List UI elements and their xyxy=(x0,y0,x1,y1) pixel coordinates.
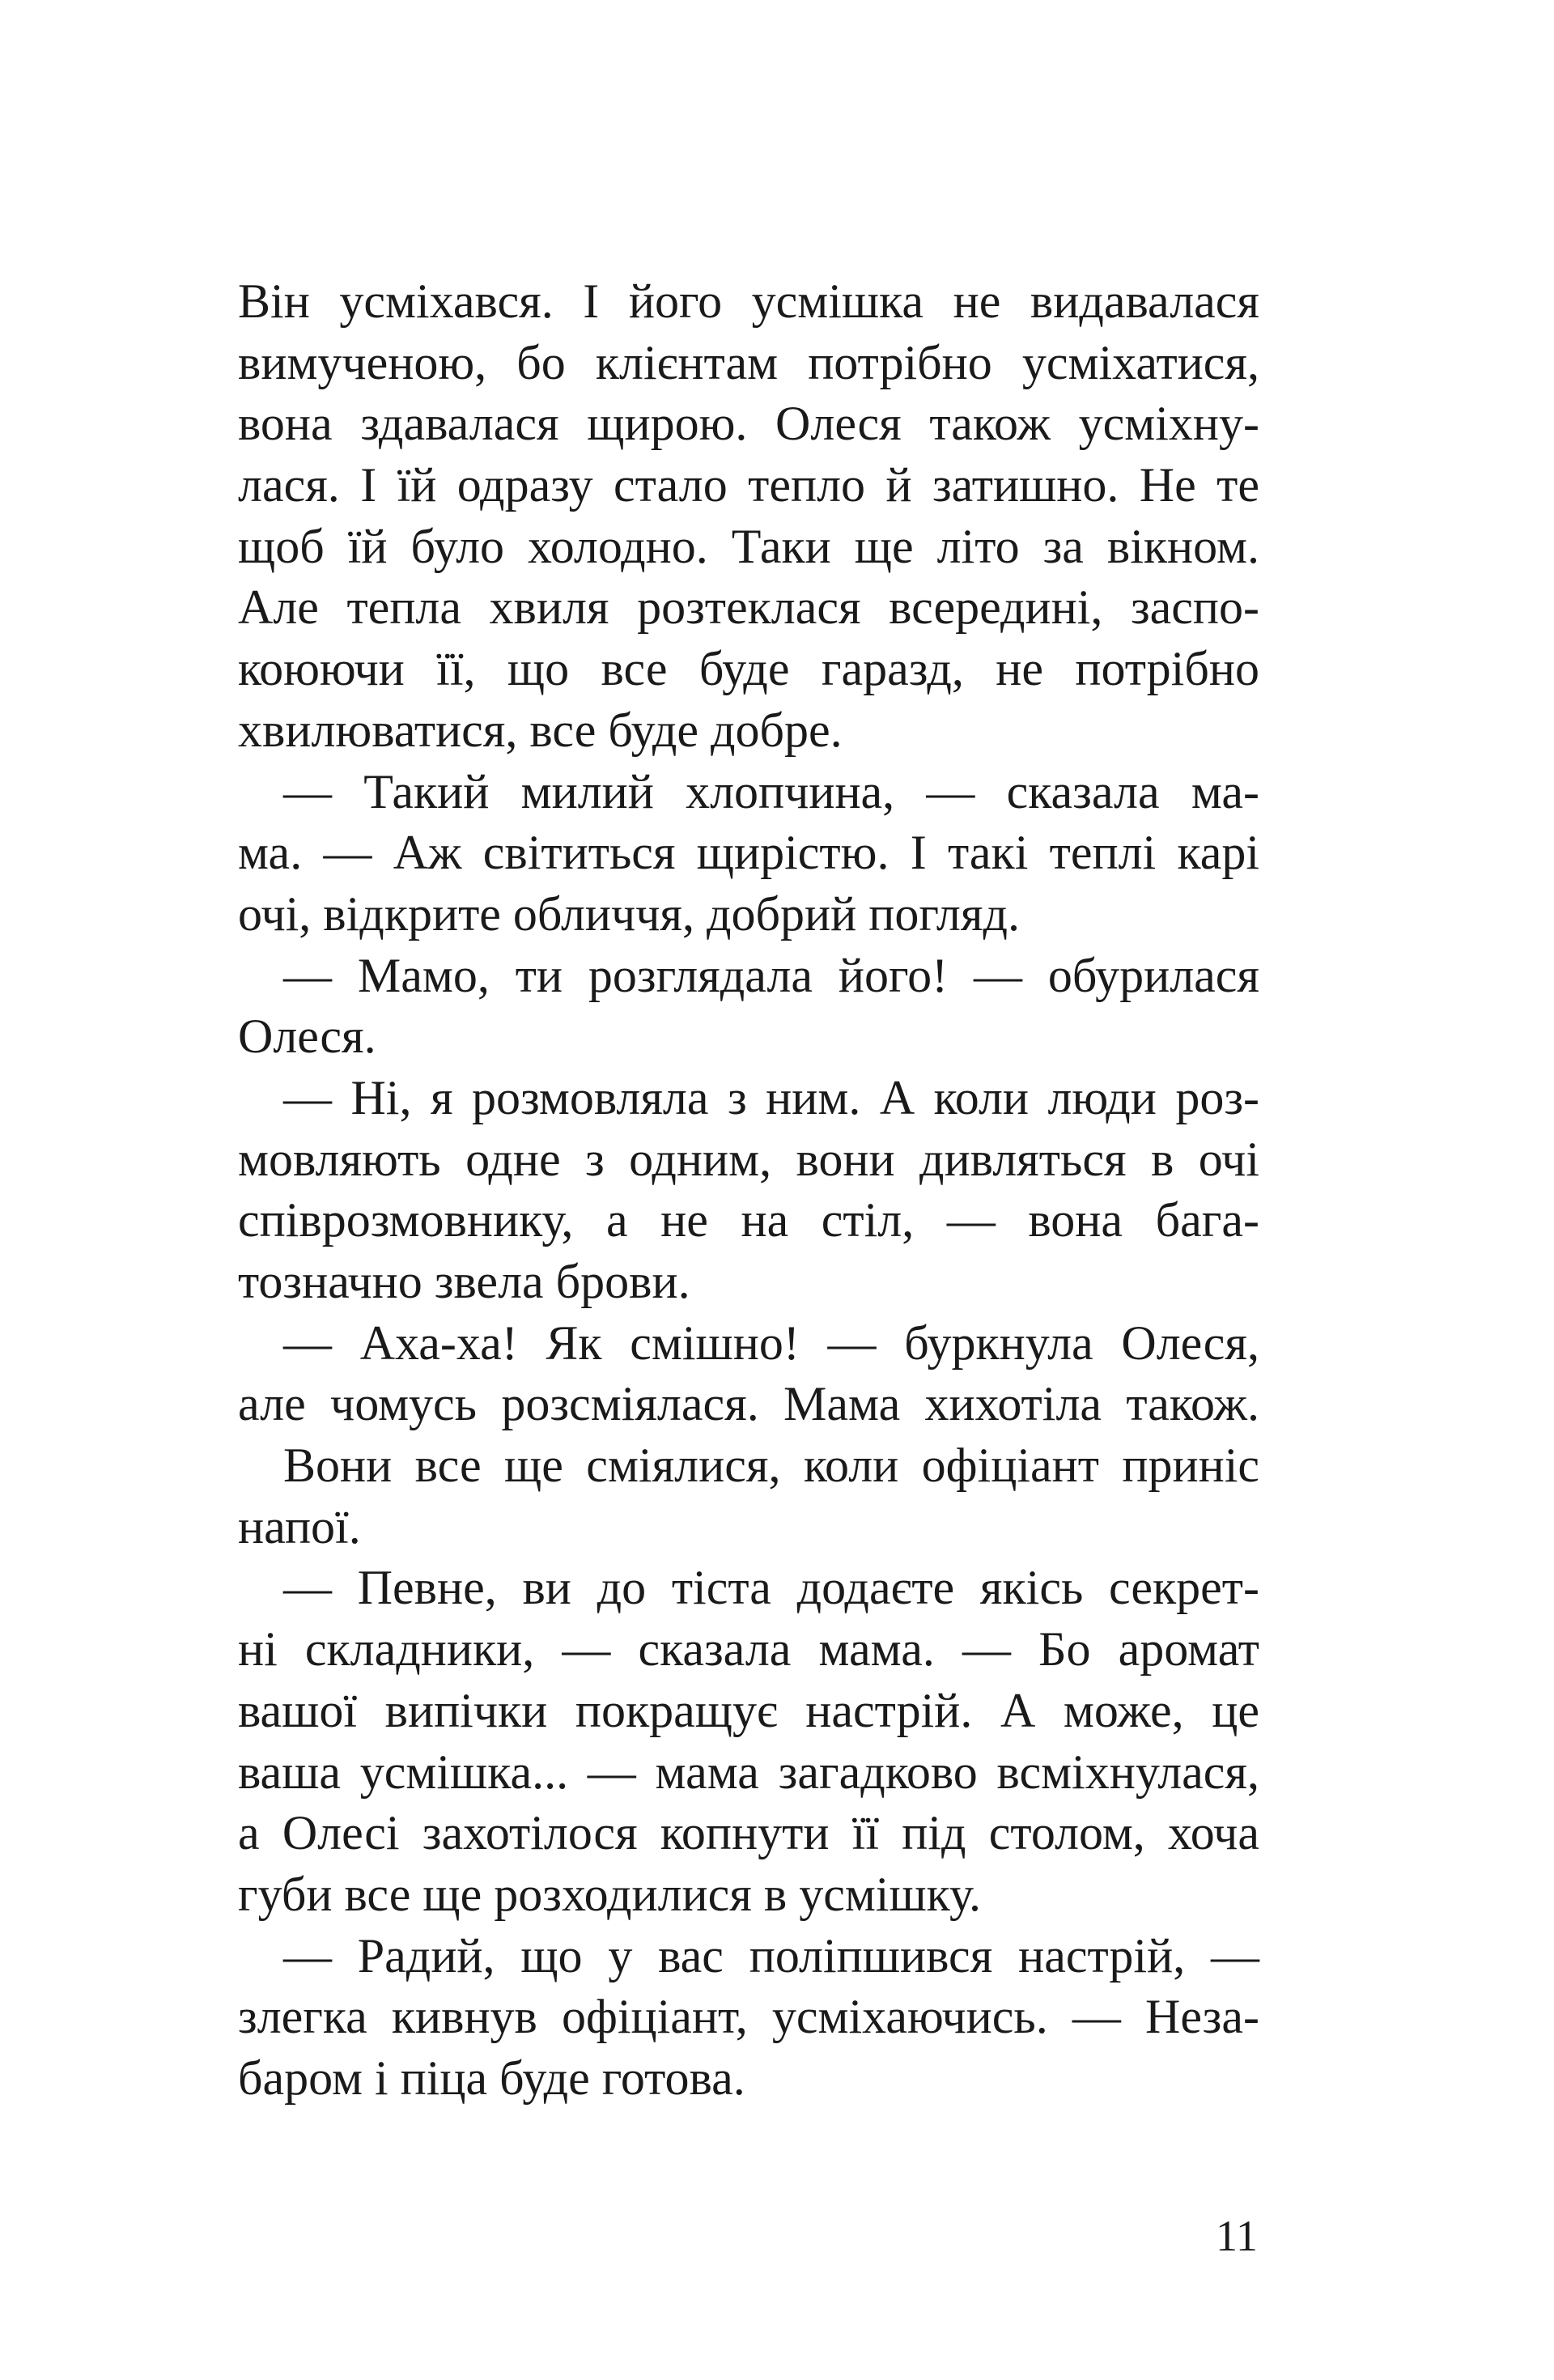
text-line-content: але чомусь розсміялася. Мама хихотіла також. xyxy=(238,1377,1259,1431)
text-line xyxy=(238,1742,1259,1804)
text-line xyxy=(238,639,1259,700)
text-line xyxy=(238,516,1259,578)
text-line-content: — Мамо, ти розглядала його! — обурилася xyxy=(283,948,1259,1002)
text-line xyxy=(238,1006,1259,1068)
text-line xyxy=(238,1987,1259,2048)
text-line xyxy=(238,1374,1259,1435)
text-line-content: а Олесі захотілося копнути її під столом, хоча xyxy=(238,1806,1259,1860)
text-line xyxy=(238,1190,1259,1252)
text-line-content: губи все ще розходилися в усмішку. xyxy=(238,1867,981,1921)
text-line-content: співрозмовнику, а не на стіл, — вона бага- xyxy=(238,1193,1259,1247)
text-line-content: очі, відкрите обличчя, добрий погляд. xyxy=(238,886,1020,941)
text-line-content: тозначно звела брови. xyxy=(238,1255,690,1308)
text-line xyxy=(238,1619,1259,1681)
text-line-content: лася. І їй одразу стало тепло й затишно. Не те xyxy=(238,458,1259,512)
text-line xyxy=(238,700,1259,762)
text-line xyxy=(238,271,1259,333)
text-line xyxy=(238,946,1259,1007)
text-line-content: злегка кивнув офіціант, усміхаючись. — Неза- xyxy=(238,1990,1259,2044)
text-line xyxy=(238,393,1259,455)
text-line xyxy=(238,1681,1259,1742)
text-line-content: — Аха-ха! Як смішно! — буркнула Олеся, xyxy=(283,1315,1259,1370)
text-line xyxy=(238,1129,1259,1191)
text-line-content: ваша усмішка... — мама загадково всміхнулася, xyxy=(238,1745,1259,1799)
text-line-content: мовляють одне з одним, вони дивляться в очі xyxy=(238,1132,1259,1186)
text-line-content: — Такий милий хлопчина, — сказала ма- xyxy=(283,764,1259,818)
text-line xyxy=(238,1864,1259,1926)
text-line-content: — Певне, ви до тіста додаєте якісь секрет- xyxy=(283,1561,1259,1615)
text-line-content: Олеся. xyxy=(238,1009,376,1064)
text-line xyxy=(238,1926,1259,1987)
text-line xyxy=(238,762,1259,823)
text-line xyxy=(238,884,1259,946)
text-line-content: коюючи її, що все буде гаразд, не потрібно xyxy=(238,642,1259,696)
text-line xyxy=(238,1068,1259,1129)
text-line-content: хвилюватися, все буде добре. xyxy=(238,703,843,757)
text-line-content: вона здавалася щирою. Олеся також усміхну- xyxy=(238,397,1259,451)
text-line-content: щоб їй було холодно. Таки ще літо за вікном. xyxy=(238,519,1259,573)
text-line-content: напої. xyxy=(238,1499,361,1553)
text-line-content: ні складники, — сказала мама. — Бо аромат xyxy=(238,1622,1259,1677)
text-line xyxy=(238,1558,1259,1619)
text-line xyxy=(238,455,1259,516)
page-number: 11 xyxy=(1216,2212,1258,2260)
text-line xyxy=(238,822,1259,884)
text-line xyxy=(238,1252,1259,1313)
text-line xyxy=(238,333,1259,394)
text-line xyxy=(238,1435,1259,1497)
text-line-content: Але тепла хвиля розтеклася всередині, заспо- xyxy=(238,580,1259,635)
text-line xyxy=(238,1313,1259,1375)
text-line-content: вашої випічки покращує настрій. А може, це xyxy=(238,1683,1259,1737)
body-text xyxy=(238,271,1259,2110)
text-line xyxy=(238,1497,1259,1558)
text-line xyxy=(238,1803,1259,1864)
text-line-content: вимученою, бо клієнтам потрібно усміхатися, xyxy=(238,335,1259,389)
text-line-content: Він усміхався. І його усмішка не видавалася xyxy=(238,274,1259,328)
text-line-content: — Радий, що у вас поліпшився настрій, — xyxy=(283,1928,1259,1983)
text-line xyxy=(238,577,1259,639)
text-line-content: Вони все ще сміялися, коли офіціант приніс xyxy=(283,1439,1259,1493)
text-line-content: ма. — Аж світиться щирістю. І такі теплі карі xyxy=(238,826,1259,880)
text-line-content: баром і піца буде готова. xyxy=(238,2051,745,2105)
text-line xyxy=(238,2048,1259,2110)
text-line-content: — Ні, я розмовляла з ним. А коли люди роз- xyxy=(283,1070,1259,1124)
